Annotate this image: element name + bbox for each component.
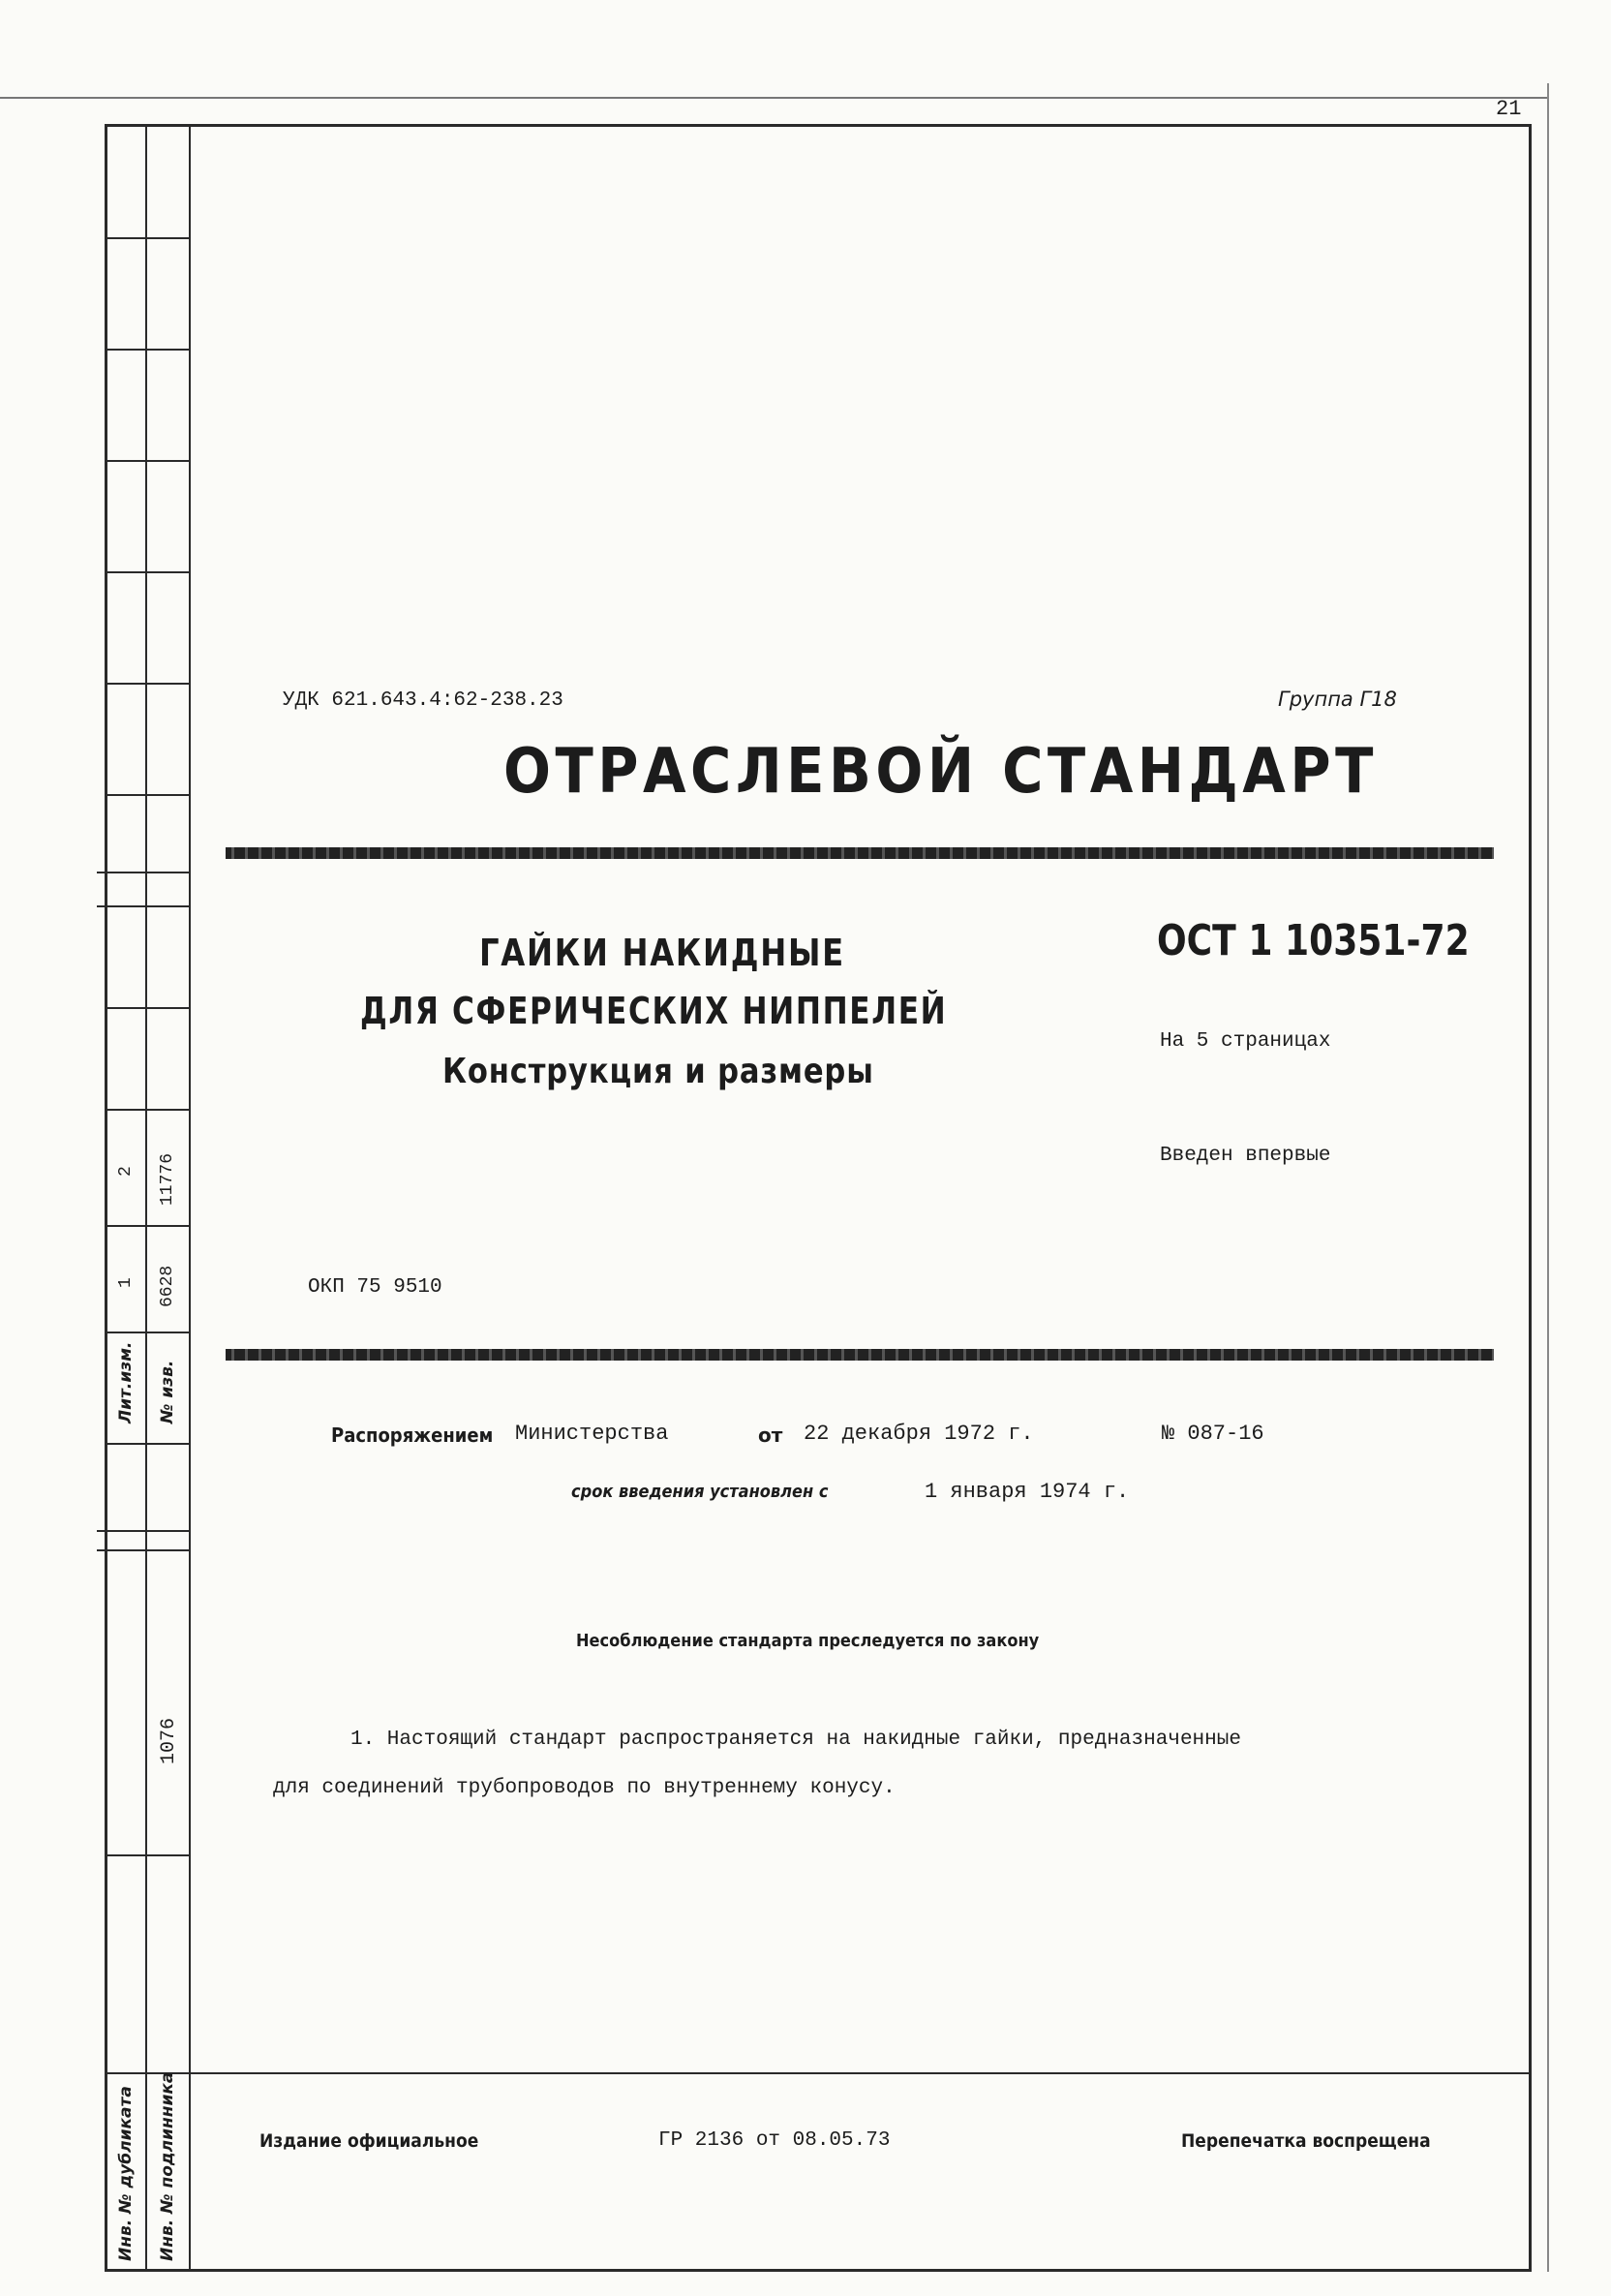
no-izv-label: № изв. xyxy=(158,1360,177,1424)
pages-note: На 5 страницах xyxy=(1160,1030,1331,1053)
title-rule xyxy=(226,847,1494,859)
footer-registration: ГР 2136 от 08.05.73 xyxy=(658,2129,891,2152)
izv-2-value: 11776 xyxy=(158,1152,177,1206)
introduced-note: Введен впервые xyxy=(1160,1145,1331,1167)
izv-1-value: 6628 xyxy=(158,1265,177,1307)
lit-1-value: 1 xyxy=(116,1277,136,1288)
order-label: Распоряжением xyxy=(331,1424,494,1447)
middle-rule xyxy=(226,1349,1494,1361)
effective-date: 1 января 1974 г. xyxy=(925,1480,1130,1504)
clause-1-line-1: 1. Настоящий стандарт распространяется на накидные гайки, предназначенные xyxy=(350,1729,1241,1751)
lit-izm-label: Лит.изм. xyxy=(116,1341,136,1424)
footer-edition: Издание официальное xyxy=(259,2130,479,2152)
inv-dubl-label: Инв. № дубликата xyxy=(116,2086,136,2261)
group-code: Группа Г18 xyxy=(1278,688,1397,711)
order-from: от xyxy=(758,1424,783,1447)
lit-2-value: 2 xyxy=(116,1166,136,1177)
clause-1-line-2: для соединений трубопроводов по внутреннему конусу. xyxy=(273,1777,896,1799)
standard-designation: ОСТ 1 10351-72 xyxy=(1157,916,1470,965)
order-date: 22 декабря 1972 г. xyxy=(804,1422,1034,1446)
order-authority: Министерства xyxy=(515,1422,669,1446)
order-number: № 087-16 xyxy=(1162,1422,1264,1446)
inv-podl-label: Инв. № подлинника xyxy=(158,2071,177,2261)
subject-line-3: Конструкция и размеры xyxy=(442,1052,874,1091)
main-title: ОТРАСЛЕВОЙ СТАНДАРТ xyxy=(503,736,1378,808)
inv-podl-value: 1076 xyxy=(158,1717,180,1764)
subject-line-1: ГАЙКИ НАКИДНЫЕ xyxy=(479,932,845,974)
page-number: 21 xyxy=(1496,97,1522,121)
subject-line-2: ДЛЯ СФЕРИЧЕСКИХ НИППЕЛЕЙ xyxy=(360,990,948,1032)
okp-code: ОКП 75 9510 xyxy=(308,1276,442,1299)
udk-code: УДК 621.643.4:62-238.23 xyxy=(283,689,563,712)
effective-label: срок введения установлен с xyxy=(571,1482,829,1502)
footer-reprint-notice: Перепечатка воспрещена xyxy=(1181,2130,1431,2152)
legal-warning: Несоблюдение стандарта преследуется по закону xyxy=(576,1631,1040,1651)
